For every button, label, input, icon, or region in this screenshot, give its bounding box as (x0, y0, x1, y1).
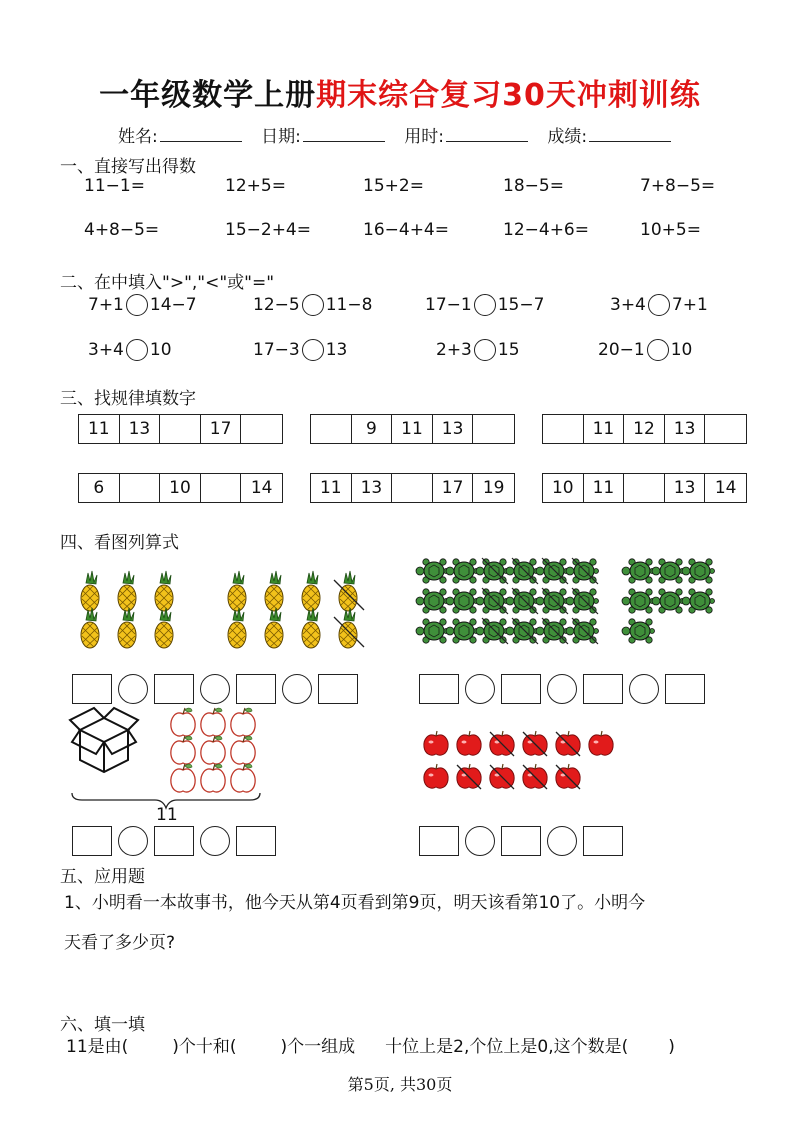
seq-cell[interactable]: 12 (624, 415, 665, 443)
expr: 11−1= (84, 176, 145, 196)
sequence-box (78, 473, 283, 503)
section4-title: 四、看图列算式 (60, 533, 179, 553)
seq-cell[interactable]: 13 (665, 415, 706, 443)
compare-circle[interactable] (126, 339, 148, 361)
compare-item: 3+4 7+1 (610, 295, 708, 315)
compare-circle[interactable] (302, 339, 324, 361)
seq-cell[interactable]: 6 (79, 474, 120, 502)
compare-circle[interactable] (647, 339, 669, 361)
turtle-group-right (622, 559, 715, 643)
seq-cell[interactable] (624, 474, 665, 502)
title-red: 期末综合复习30天冲刺训练 (316, 78, 701, 113)
seq-cell[interactable] (201, 474, 242, 502)
seq-cell[interactable] (160, 415, 201, 443)
answer-box[interactable] (501, 674, 541, 704)
operator-circle[interactable] (118, 674, 148, 704)
compare-circle[interactable] (126, 294, 148, 316)
seq-cell[interactable]: 9 (352, 415, 393, 443)
expr: 15+2= (363, 176, 424, 196)
sequence-box (78, 414, 283, 444)
fill-line: 11是由( )个十和( )个一组成 十位上是2,个位上是0,这个数是( ) (66, 1037, 675, 1057)
section3-title: 三、找规律填数字 (60, 389, 196, 409)
seq-cell[interactable]: 13 (433, 415, 474, 443)
answer-box[interactable] (665, 674, 705, 704)
page-title (0, 70, 800, 114)
expr: 16−4+4= (363, 220, 449, 240)
name-label: 姓名: (118, 127, 158, 147)
expr: 12+5= (225, 176, 286, 196)
compare-item: 17−3 13 (253, 340, 348, 360)
seq-cell[interactable]: 10 (160, 474, 201, 502)
expr: 12−4+6= (503, 220, 589, 240)
date-field[interactable] (303, 126, 385, 142)
section2-title: 二、在中填入">","<"或"=" (60, 273, 275, 293)
pineapple-icon (228, 571, 246, 611)
expr: 18−5= (503, 176, 564, 196)
score-field[interactable] (589, 126, 671, 142)
seq-cell[interactable] (311, 415, 352, 443)
compare-item: 20−1 10 (598, 340, 693, 360)
sequence-box (310, 414, 515, 444)
pineapple-icon (118, 608, 136, 648)
operator-circle[interactable] (282, 674, 312, 704)
score-label: 成绩: (547, 127, 588, 147)
pineapple-icon (81, 571, 99, 611)
pineapple-icon (265, 571, 283, 611)
answer-row (72, 826, 276, 856)
operator-circle[interactable] (200, 674, 230, 704)
turtle-group (416, 559, 599, 643)
page-number: 第5页, 共30页 (347, 1075, 453, 1094)
expr: 15−2+4= (225, 220, 311, 240)
compare-circle[interactable] (302, 294, 324, 316)
pineapple-icon (302, 571, 320, 611)
answer-box[interactable] (583, 674, 623, 704)
time-label: 用时: (404, 127, 445, 147)
seq-cell[interactable]: 11 (584, 474, 625, 502)
pineapple-icon (81, 608, 99, 648)
seq-cell[interactable] (241, 415, 282, 443)
seq-cell[interactable] (473, 415, 514, 443)
seq-cell[interactable]: 13 (665, 474, 706, 502)
pineapple-icon (339, 571, 357, 611)
compare-item: 2+3 15 (436, 340, 520, 360)
seq-cell[interactable] (392, 474, 433, 502)
info-row (118, 122, 685, 147)
operator-circle[interactable] (547, 674, 577, 704)
compare-circle[interactable] (474, 294, 496, 316)
answer-box[interactable] (72, 674, 112, 704)
operator-circle[interactable] (465, 674, 495, 704)
apple-group (171, 708, 255, 792)
title-black: 一年级数学上册 (99, 78, 317, 113)
date-label: 日期: (261, 127, 301, 147)
name-field[interactable] (160, 126, 242, 142)
answer-box[interactable] (236, 826, 276, 856)
seq-cell[interactable]: 14 (714, 478, 737, 498)
operator-circle[interactable] (118, 826, 148, 856)
brace-total: 11 (156, 805, 178, 825)
operator-circle[interactable] (629, 674, 659, 704)
seq-cell[interactable]: 13 (352, 474, 393, 502)
pineapple-icon (302, 608, 320, 648)
sequence-box (542, 414, 747, 444)
section1-title: 一、直接写出得数 (60, 157, 196, 177)
seq-cell[interactable]: 13 (120, 415, 161, 443)
pineapple-icon (155, 608, 173, 648)
operator-circle[interactable] (547, 826, 577, 856)
answer-box[interactable] (318, 674, 358, 704)
compare-item: 3+4 10 (88, 340, 172, 360)
pineapple-icon (118, 571, 136, 611)
seq-cell[interactable]: 17 (201, 415, 242, 443)
answer-box[interactable] (236, 674, 276, 704)
answer-row (72, 674, 358, 704)
operator-circle[interactable] (465, 826, 495, 856)
word-problem-line: 天看了多少页? (64, 933, 176, 953)
sequence-box (542, 473, 747, 503)
time-field[interactable] (446, 126, 528, 142)
answer-row (419, 674, 705, 704)
section5-title: 五、应用题 (60, 867, 145, 887)
answer-box[interactable] (583, 826, 623, 856)
pineapple-icon (265, 608, 283, 648)
expr: 10+5= (640, 220, 701, 240)
pineapple-icon (228, 608, 246, 648)
section6-title: 六、填一填 (60, 1015, 145, 1035)
seq-cell[interactable] (705, 415, 746, 443)
seq-cell[interactable]: 14 (250, 478, 273, 498)
pineapple-icon (155, 571, 173, 611)
operator-circle[interactable] (200, 826, 230, 856)
compare-circle[interactable] (474, 339, 496, 361)
expr: 7+8−5= (640, 176, 716, 196)
answer-box[interactable] (72, 826, 112, 856)
answer-box[interactable] (154, 826, 194, 856)
seq-cell[interactable]: 11 (392, 415, 433, 443)
seq-cell[interactable]: 19 (482, 478, 505, 498)
word-problem-line: 1、小明看一本故事书，他今天从第4页看到第9页，明天该看第10了。小明今 (64, 893, 646, 913)
answer-box[interactable] (419, 826, 459, 856)
compare-item: 12−5 11−8 (253, 295, 373, 315)
seq-cell[interactable]: 11 (311, 474, 352, 502)
seq-cell[interactable] (543, 415, 584, 443)
seq-cell[interactable]: 17 (433, 474, 474, 502)
box-icon (70, 708, 138, 772)
sequence-box (310, 473, 515, 503)
compare-circle[interactable] (648, 294, 670, 316)
answer-box[interactable] (154, 674, 194, 704)
answer-row (419, 826, 623, 856)
red-apple-group (424, 731, 613, 788)
pineapple-icon (339, 608, 357, 648)
seq-cell[interactable]: 11 (79, 415, 120, 443)
seq-cell[interactable]: 10 (543, 474, 584, 502)
expr: 4+8−5= (84, 220, 160, 240)
seq-cell[interactable]: 11 (584, 415, 625, 443)
seq-cell[interactable] (120, 474, 161, 502)
answer-box[interactable] (419, 674, 459, 704)
compare-item: 7+1 14−7 (88, 295, 197, 315)
answer-box[interactable] (501, 826, 541, 856)
compare-item: 17−1 15−7 (425, 295, 545, 315)
